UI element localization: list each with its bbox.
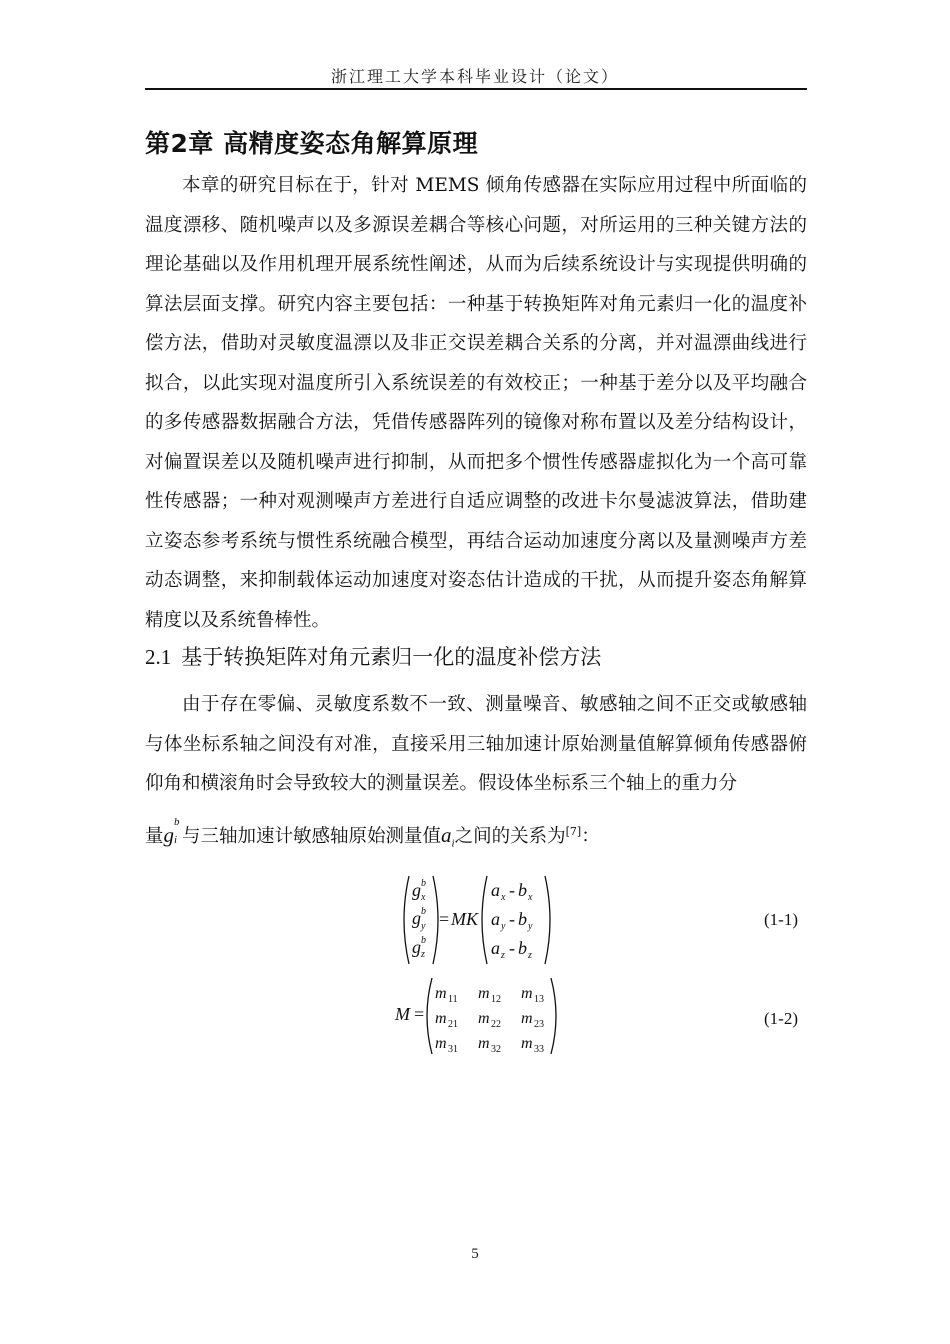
rhs-az: a	[491, 938, 500, 958]
rhs-bz: b	[518, 938, 527, 958]
lhs-gz: g	[412, 937, 421, 957]
matrix-cell-sub-21: 21	[448, 1019, 458, 1030]
matrix-cell-22: m	[478, 1010, 490, 1027]
formula-line-prefix: 量	[145, 826, 164, 847]
equation-1-1	[395, 872, 565, 968]
lhs-gz-sup: b	[421, 935, 426, 946]
lhs-gy: g	[412, 908, 421, 928]
lhs-gz-sub: z	[421, 949, 425, 960]
eq2-operator: =	[414, 1004, 425, 1024]
section-paragraph: 由于存在零偏、灵敏度系数不一致、测量噪音、敏感轴之间不正交或敏感轴与体坐标系轴之间没有对准，直接采用三轴加速计原始测量值解算倾角传感器俯仰角和横滚角时会导致较大的测量误差。假设体坐标系三个轴上的重力分	[145, 694, 807, 794]
rhs-az-sub: z	[501, 950, 505, 961]
rhs-bx-sub: x	[528, 892, 533, 903]
matrix-cell-33: m	[521, 1035, 533, 1052]
svg-text:-: -	[509, 909, 515, 929]
g-sup: b	[174, 816, 180, 828]
matrix-cell-sub-31: 31	[448, 1044, 458, 1055]
citation-mark: [7]	[565, 825, 582, 838]
matrix-cell-sub-13: 13	[534, 994, 544, 1005]
g-symbol: g	[163, 823, 175, 847]
matrix-cell-31: m	[435, 1035, 447, 1052]
header-rule	[145, 88, 807, 90]
rhs-bx: b	[518, 880, 527, 900]
lhs-gy-sub: y	[421, 921, 426, 932]
page-number: 5	[471, 1246, 479, 1262]
lhs-gx: g	[412, 880, 421, 900]
formula-line-end: ：	[581, 826, 600, 847]
rhs-ay: a	[491, 909, 500, 929]
chapter-title: 第2章 高精度姿态角解算原理	[145, 129, 479, 158]
rhs-by: b	[518, 909, 527, 929]
rhs-by-sub: y	[528, 921, 533, 932]
matrix-cell-21: m	[435, 1010, 447, 1027]
eq2-name: M	[395, 1004, 410, 1024]
matrix-cell-sub-22: 22	[491, 1019, 501, 1030]
a-symbol: a	[441, 823, 452, 847]
section-number: 2.1	[145, 645, 172, 669]
g-sub: i	[174, 834, 178, 846]
intro-paragraph: 本章的研究目标在于，针对 MEMS 倾角传感器在实际应用过程中所面临的温度漂移、随机噪声以及多源误差耦合等核心问题，对所运用的三种关键方法的理论基础以及作用机理开展系统性阐述，从而为后续系统设计与实现提供明确的算法层面支撑。研究内容主要包括：一种基于转换矩阵对角元素归一化的温度补偿方法，借助对灵敏度温漂以及非正交误差耦合关系的分离，并对温漂曲线进行拟合，以此实现对温度所引入系统误差的有效校正；一种基于差分以及平均融合的多传感器数据融合方法，凭借传感器阵列的镜像对称布置以及差分结构设计，对偏置误差以及随机噪声进行抑制，从而把多个惯性传感器虚拟化为一个高可靠性传感器；一种对观测噪声方差进行自适应调整的改进卡尔曼滤波算法，借助建立姿态参考系统与惯性系统融合模型，再结合运动加速度分离以及量测噪声方差动态调整，来抑制载体运动加速度对姿态估计造成的干扰，从而提升姿态角解算精度以及系统鲁棒性。	[145, 175, 807, 631]
matrix-cell-11: m	[435, 985, 447, 1002]
matrix-cell-sub-23: 23	[534, 1019, 544, 1030]
eq1-operator: =	[439, 909, 450, 929]
a-sub: i	[451, 837, 455, 850]
rhs-ax: a	[491, 880, 500, 900]
formula-line-suffix: 之间的关系为	[454, 826, 566, 847]
equation-number-1-2: (1-2)	[764, 1009, 798, 1028]
lhs-gy-sup: b	[421, 906, 426, 917]
rhs-ay-sub: y	[501, 921, 506, 932]
matrix-cell-sub-32: 32	[491, 1044, 501, 1055]
matrix-cell-sub-11: 11	[448, 994, 458, 1005]
rhs-ax-sub: x	[501, 892, 506, 903]
formula-intro-line	[145, 816, 600, 850]
matrix-cell-32: m	[478, 1035, 490, 1052]
matrix-cell-23: m	[521, 1010, 533, 1027]
svg-text:-: -	[509, 880, 515, 900]
lhs-gx-sup: b	[421, 878, 426, 889]
formula-line-middle: 与三轴加速计敏感轴原始测量值	[182, 826, 442, 847]
rhs-bz-sub: z	[528, 950, 532, 961]
svg-text:-: -	[509, 938, 515, 958]
lhs-gx-sub: x	[421, 892, 426, 903]
matrix-cell-13: m	[521, 985, 533, 1002]
matrix-cell-sub-33: 33	[534, 1044, 544, 1055]
section-heading	[145, 641, 601, 671]
equation-number-1-1: (1-1)	[764, 910, 798, 929]
section-title-text: 基于转换矩阵对角元素归一化的温度补偿方法	[181, 645, 602, 669]
eq1-matrix-name: MK	[451, 909, 478, 929]
equation-1-2	[393, 974, 563, 1060]
running-header: 浙江理工大学本科毕业设计（论文）	[330, 67, 619, 86]
matrix-cell-12: m	[478, 985, 490, 1002]
matrix-cell-sub-12: 12	[491, 994, 501, 1005]
